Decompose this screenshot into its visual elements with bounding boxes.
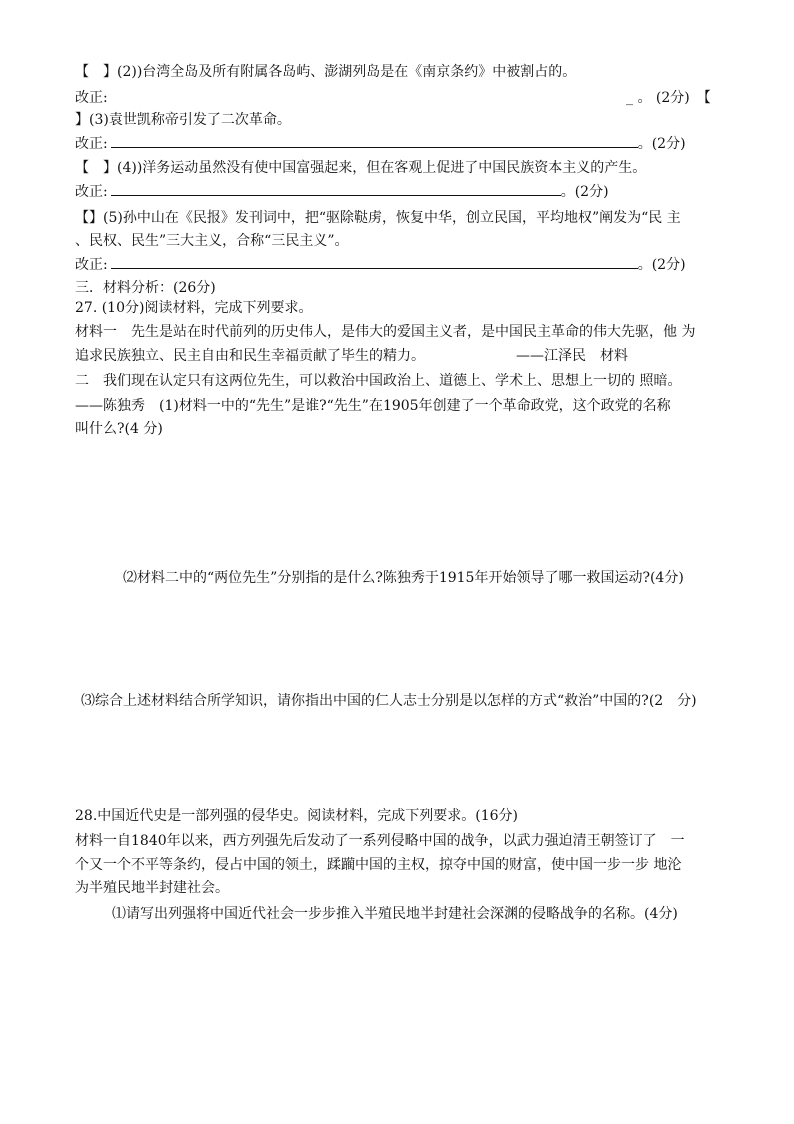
q28-intro: 28.中国近代史是一部列强的侵华史。阅读材料，完成下列要求。(16分) xyxy=(75,808,519,824)
item5-score: 。(2分) xyxy=(637,257,686,273)
item3-score: 。(2分) xyxy=(637,136,686,152)
item5-fix-label: 改正: xyxy=(75,257,108,273)
q27-material-line4: ——陈独秀 (1)材料一中的“先生”是谁?“先生”在1905年创建了一个革命政党，这个政党的名称 xyxy=(75,398,671,414)
item5-statement-line1: 【】(5)孙中山在《民报》发刊词中，把“驱除鞑虏，恢复中华，创立民国，平均地权”阐发为“民 主 xyxy=(75,210,681,226)
q28-material-line1: 材料一自1840年以来，西方列强先后发动了一系列侵略中国的战争，以武力强迫清王朝签订了 一 xyxy=(75,833,685,849)
item4-score: 。(2分) xyxy=(560,184,609,200)
item3-fix-row xyxy=(75,133,686,155)
item3-statement: 】(3)袁世凯称帝引发了二次革命。 xyxy=(75,112,291,128)
item4-fix-row xyxy=(75,181,609,203)
q27-material-line3: 二 我们现在认定只有这两位先生，可以救治中国政治上、道德上、学术上、思想上一切的 照暗。 xyxy=(75,373,682,389)
item2-statement: 【 】(2))台湾全岛及所有附属各岛屿、澎湖列岛是在《南京条约》中被割占的。 xyxy=(75,64,577,80)
item2-fix-label: 改正: xyxy=(75,90,108,106)
item5-statement-line2: 、民权、民生”三大主义，合称“三民主义”。 xyxy=(75,233,349,249)
q27-material-line5: 叫什么?(4 分) xyxy=(75,421,163,437)
q27-material-line2: 追求民族独立、民主自由和民生幸福贡献了毕生的精力。 ——江泽民 材料 xyxy=(75,348,628,364)
item3-fix-label: 改正: xyxy=(75,136,108,152)
item4-statement: 【 】(4))洋务运动虽然没有使中国富强起来，但在客观上促进了中国民族资本主义的产生。 xyxy=(75,160,647,176)
q27-subquestion-2: ⑵材料二中的“两位先生”分别指的是什么?陈独秀于1915年开始领导了哪一救国运动?(4分) xyxy=(123,570,684,586)
item3-answer-blank[interactable] xyxy=(111,133,638,148)
item5-fix-row xyxy=(75,254,686,276)
item5-answer-blank[interactable] xyxy=(111,254,638,269)
q28-subquestion-1: ⑴请写出列强将中国近代社会一步步推入半殖民地半封建社会深渊的侵略战争的名称。(4分) xyxy=(112,906,678,922)
item4-fix-label: 改正: xyxy=(75,184,108,200)
item4-answer-blank[interactable] xyxy=(111,181,561,196)
q28-material-line2: 个又一个不平等条约，侵占中国的领土，蹂躏中国的主权，掠夺中国的财富，使中国一步一步 地沦 xyxy=(75,857,682,873)
q28-material-line3: 为半殖民地半封建社会。 xyxy=(75,880,229,896)
q27-material-line1: 材料一 先生是站在时代前列的历史伟人，是伟大的爱国主义者，是中国民主革命的伟大先驱，他 为 xyxy=(75,324,696,340)
item2-fix-tail: _ 。 (2分) 【 xyxy=(626,90,711,106)
section3-heading: 三．材料分析：(26分) xyxy=(75,280,216,296)
q27-subquestion-3: ⑶综合上述材料结合所学知识，请你指出中国的仁人志士分别是以怎样的方式“救治”中国的?(2 分) xyxy=(81,693,697,709)
q27-intro: 27. (10分)阅读材料，完成下列要求。 xyxy=(75,300,313,316)
